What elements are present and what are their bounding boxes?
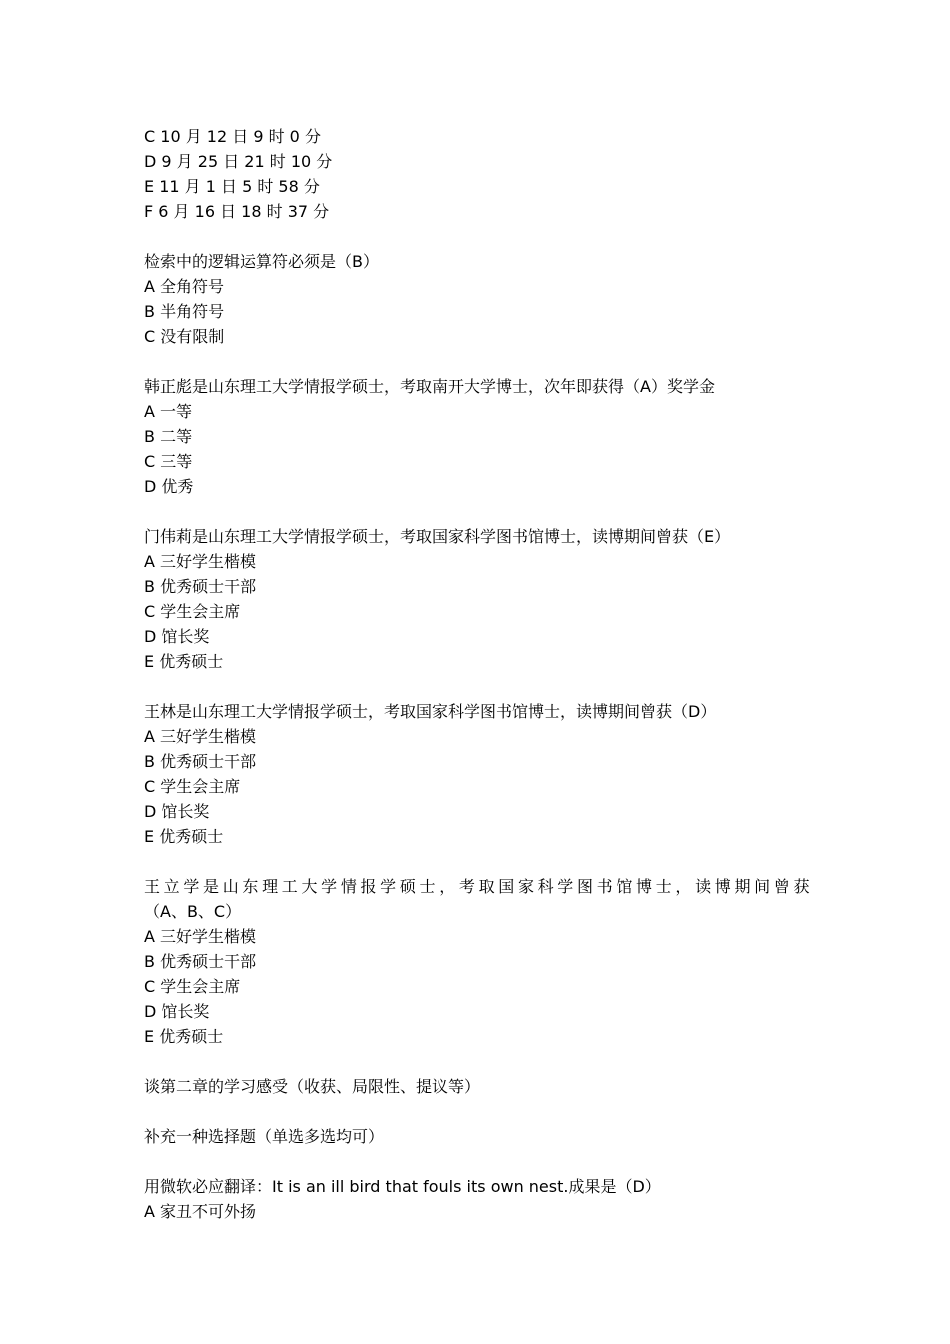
option-c: C 10 月 12 日 9 时 0 分 <box>144 127 321 146</box>
option-e: E 11 月 1 日 5 时 58 分 <box>144 177 320 196</box>
option-d: D 优秀 <box>144 477 194 496</box>
option-b: B 优秀硕士干部 <box>144 952 257 971</box>
option-a: A 三好学生楷模 <box>144 552 257 571</box>
question-text: 检索中的逻辑运算符必须是（B） <box>144 252 379 271</box>
spacer <box>144 1049 810 1074</box>
question-text: 王立学是山东理工大学情报学硕士，考取国家科学图书馆博士，读博期间曾获 <box>144 877 810 896</box>
spacer <box>144 849 810 874</box>
spacer <box>144 349 810 374</box>
prompt-text: 谈第二章的学习感受（收获、局限性、提议等） <box>144 1077 481 1096</box>
option-c: C 没有限制 <box>144 327 225 346</box>
option-c: C 学生会主席 <box>144 602 241 621</box>
prompt-chapter-feedback <box>144 1074 810 1099</box>
option-b: B 半角符号 <box>144 302 225 321</box>
option-d: D 馆长奖 <box>144 1002 210 1021</box>
option-c: C 学生会主席 <box>144 777 241 796</box>
option-f: F 6 月 16 日 18 时 37 分 <box>144 202 330 221</box>
question-text: 韩正彪是山东理工大学情报学硕士，考取南开大学博士，次年即获得（A）奖学金 <box>144 377 715 396</box>
option-b: B 优秀硕士干部 <box>144 752 257 771</box>
option-a: A 三好学生楷模 <box>144 927 257 946</box>
spacer <box>144 224 810 249</box>
question-scholarship <box>144 374 810 499</box>
option-b: B 二等 <box>144 427 193 446</box>
question-award-1 <box>144 524 810 674</box>
time-options-block <box>144 124 810 224</box>
option-a: A 家丑不可外扬 <box>144 1202 257 1221</box>
spacer <box>144 1099 810 1124</box>
question-answer: （A、B、C） <box>144 902 242 921</box>
question-text: 门伟莉是山东理工大学情报学硕士，考取国家科学图书馆博士，读博期间曾获（E） <box>144 527 731 546</box>
question-award-3 <box>144 874 810 1049</box>
question-award-2 <box>144 699 810 849</box>
option-e: E 优秀硕士 <box>144 1027 224 1046</box>
option-e: E 优秀硕士 <box>144 827 224 846</box>
spacer <box>144 499 810 524</box>
option-c: C 三等 <box>144 452 193 471</box>
question-text: 王林是山东理工大学情报学硕士，考取国家科学图书馆博士，读博期间曾获（D） <box>144 702 717 721</box>
document-page <box>144 124 810 1224</box>
option-a: A 全角符号 <box>144 277 225 296</box>
option-d: D 9 月 25 日 21 时 10 分 <box>144 152 333 171</box>
prompt-add-question <box>144 1124 810 1149</box>
question-translation <box>144 1174 810 1224</box>
option-b: B 优秀硕士干部 <box>144 577 257 596</box>
spacer <box>144 674 810 699</box>
prompt-text: 补充一种选择题（单选多选均可） <box>144 1127 385 1146</box>
option-d: D 馆长奖 <box>144 802 210 821</box>
option-a: A 三好学生楷模 <box>144 727 257 746</box>
option-a: A 一等 <box>144 402 193 421</box>
option-e: E 优秀硕士 <box>144 652 224 671</box>
question-text: 用微软必应翻译：It is an ill bird that fouls its own nest.成果是（D） <box>144 1177 661 1196</box>
spacer <box>144 1149 810 1174</box>
option-d: D 馆长奖 <box>144 627 210 646</box>
question-logic-operator <box>144 249 810 349</box>
option-c: C 学生会主席 <box>144 977 241 996</box>
